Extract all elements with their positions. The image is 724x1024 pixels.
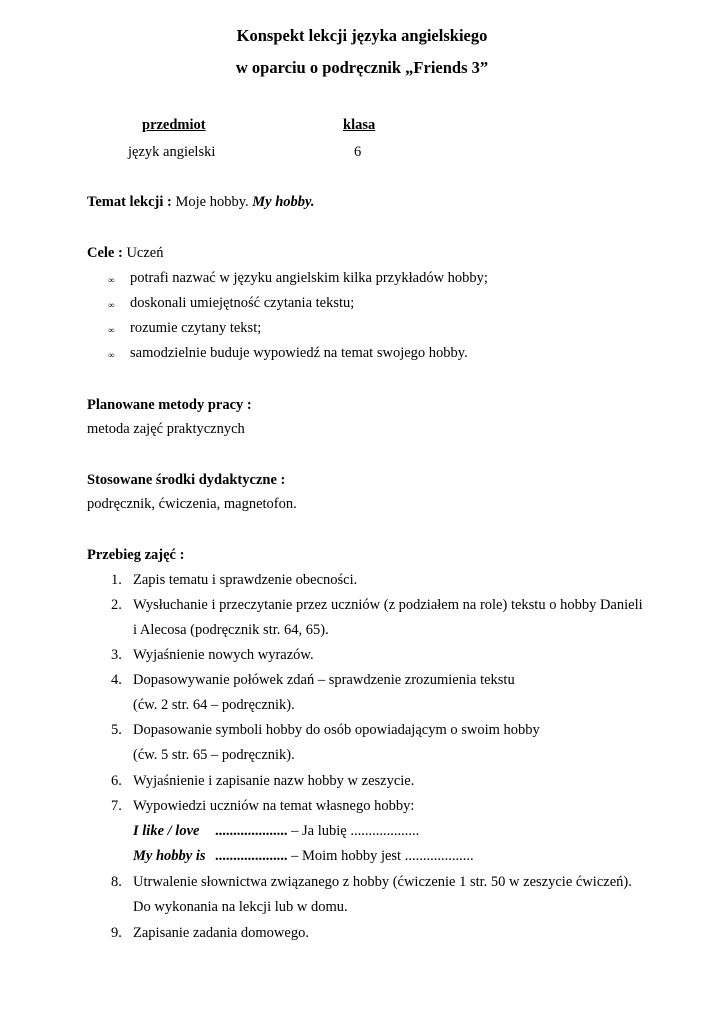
phrase-2-polish: – Moim hobby jest ................... xyxy=(287,848,474,864)
means-text: podręcznik, ćwiczenia, magnetofon. xyxy=(87,496,297,512)
phrase-2-dots: .................... xyxy=(215,848,288,864)
topic-text: Moje hobby. xyxy=(171,194,253,210)
methods-label: Planowane metody pracy : xyxy=(87,397,252,413)
subject-value: język angielski xyxy=(128,144,216,160)
phrase-2 xyxy=(133,849,206,864)
step-5-number: 5. xyxy=(111,722,122,738)
goal-item-4: samodzielnie buduje wypowiedź na temat swojego hobby. xyxy=(130,345,468,361)
step-2-text-line-2: i Alecosa (podręcznik str. 64, 65). xyxy=(133,622,329,638)
step-3-text: Wyjaśnienie nowych wyrazów. xyxy=(133,647,314,663)
step-4-text-line-2: (ćw. 2 str. 64 – podręcznik). xyxy=(133,697,295,713)
goals-label: Cele : xyxy=(87,245,123,261)
goal-bullet-2: ∞ xyxy=(108,300,115,310)
goal-bullet-3: ∞ xyxy=(108,325,115,335)
phrase-1-dots: .................... xyxy=(215,823,288,839)
step-9-number: 9. xyxy=(111,925,122,941)
topic-english: My hobby. xyxy=(252,194,315,210)
step-4-text-line-1: Dopasowywanie połówek zdań – sprawdzenie zrozumienia tekstu xyxy=(133,672,515,688)
phrase-1-english: I like / love xyxy=(133,823,200,839)
goal-bullet-1: ∞ xyxy=(108,275,115,285)
step-3-number: 3. xyxy=(111,647,122,663)
goals-line xyxy=(87,246,163,261)
course-label: Przebieg zajęć : xyxy=(87,547,185,563)
step-8-text-line-1: Utrwalenie słownictwa związanego z hobby (ćwiczenie 1 str. 50 w zeszycie ćwiczeń). xyxy=(133,874,632,890)
document-title-line-1: Konspekt lekcji języka angielskiego xyxy=(236,26,488,45)
step-5-text-line-1: Dopasowanie symboli hobby do osób opowiadającym o swoim hobby xyxy=(133,722,540,738)
goal-item-2: doskonali umiejętność czytania tekstu; xyxy=(130,295,355,311)
step-4-number: 4. xyxy=(111,672,122,688)
document-title-line-2: w oparciu o podręcznik „Friends 3” xyxy=(235,58,489,77)
step-6-text: Wyjaśnienie i zapisanie nazw hobby w zeszycie. xyxy=(133,773,415,789)
step-8-text-line-2: Do wykonania na lekcji lub w domu. xyxy=(133,899,348,915)
step-2-number: 2. xyxy=(111,597,122,613)
step-8-number: 8. xyxy=(111,874,122,890)
step-1-text: Zapis tematu i sprawdzenie obecności. xyxy=(133,572,358,588)
means-label: Stosowane środki dydaktyczne : xyxy=(87,472,286,488)
step-2-text-line-1: Wysłuchanie i przeczytanie przez uczniów (z podziałem na role) tekstu o hobby Danieli xyxy=(133,597,643,613)
goals-text: Uczeń xyxy=(122,245,164,261)
phrase-2-completion xyxy=(215,849,474,864)
step-1-number: 1. xyxy=(111,572,122,588)
subject-header: przedmiot xyxy=(142,117,206,133)
step-7-number: 7. xyxy=(111,798,122,814)
class-header: klasa xyxy=(343,117,376,133)
goal-item-3: rozumie czytany tekst; xyxy=(130,320,262,336)
step-9-text: Zapisanie zadania domowego. xyxy=(133,925,309,941)
goal-bullet-4: ∞ xyxy=(108,350,115,360)
phrase-1-completion xyxy=(215,824,419,839)
step-5-text-line-2: (ćw. 5 str. 65 – podręcznik). xyxy=(133,747,295,763)
step-7-text: Wypowiedzi uczniów na temat własnego hobby: xyxy=(133,798,415,814)
phrase-1 xyxy=(133,824,199,839)
topic-line xyxy=(87,195,315,210)
methods-text: metoda zajęć praktycznych xyxy=(87,421,245,437)
class-value: 6 xyxy=(354,144,362,160)
step-6-number: 6. xyxy=(111,773,122,789)
goal-item-1: potrafi nazwać w języku angielskim kilka przykładów hobby; xyxy=(130,270,488,286)
topic-label: Temat lekcji : xyxy=(87,194,172,210)
phrase-1-polish: – Ja lubię ................... xyxy=(287,823,420,839)
phrase-2-english: My hobby is xyxy=(133,848,206,864)
